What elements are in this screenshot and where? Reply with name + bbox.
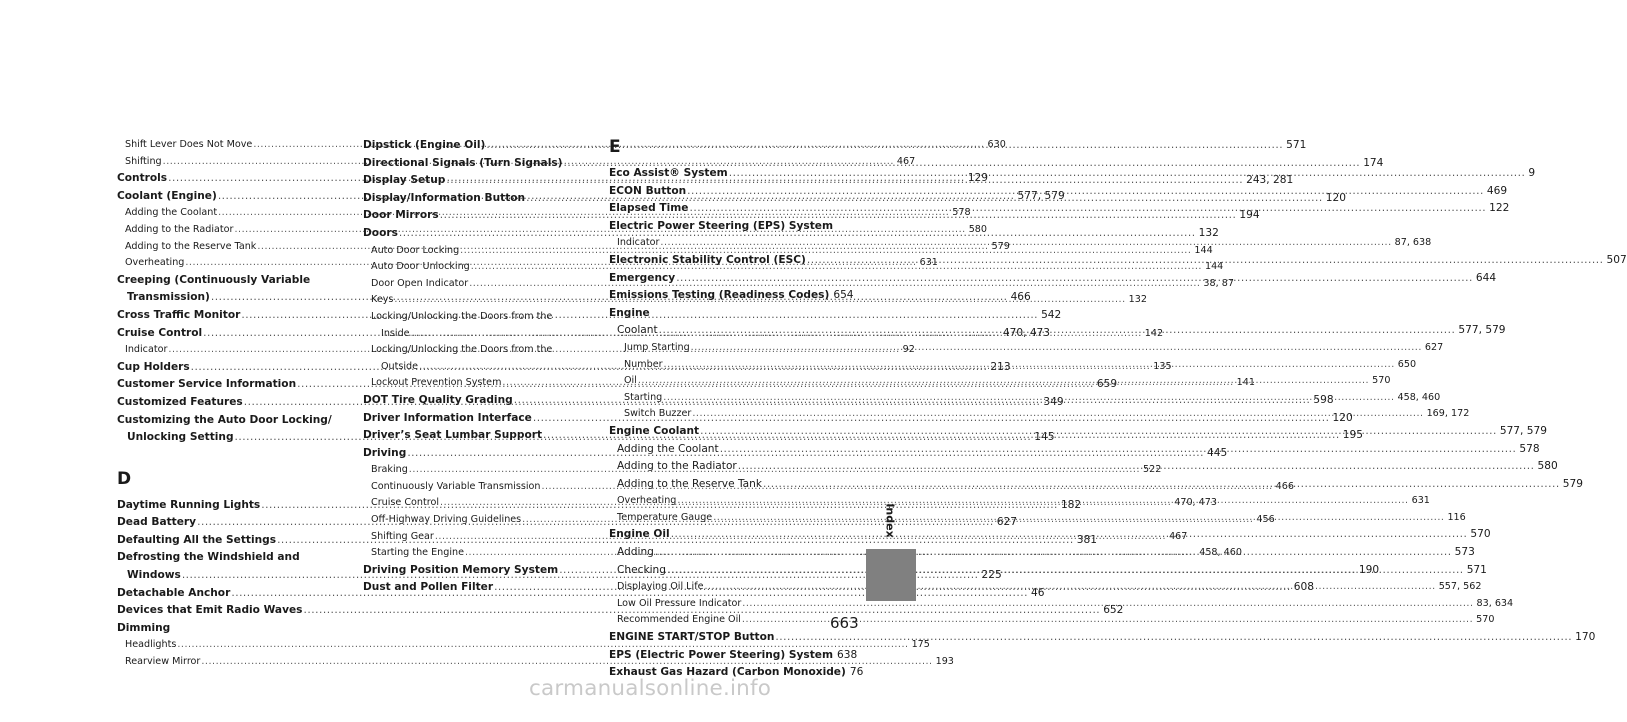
index-term: Low Oil Pressure Indicator: [617, 597, 742, 609]
page-reference[interactable]: 469: [1486, 184, 1508, 197]
index-entry: [609, 287, 854, 305]
index-term: Recommended Engine Oil: [617, 614, 741, 626]
index-entry: [609, 218, 841, 236]
dot-leader: [486, 137, 1283, 155]
page-reference[interactable]: 522: [1143, 464, 1162, 476]
index-entry-first-line: Locking/Unlocking the Doors from the: [371, 344, 553, 356]
index-term: Coolant (Engine): [117, 189, 217, 202]
page-reference[interactable]: 213: [990, 360, 1011, 373]
dot-leader: [704, 579, 1435, 596]
dot-leader: [655, 544, 1452, 562]
index-term: Driver Information Interface: [363, 411, 532, 424]
index-term: ENGINE START/STOP Button: [609, 631, 775, 644]
index-term: Starting: [624, 391, 663, 403]
page-reference[interactable]: 579: [991, 240, 1010, 252]
page-reference[interactable]: 467: [1169, 530, 1188, 542]
index-term: DOT Tire Quality Grading: [363, 393, 513, 406]
page-reference[interactable]: 116: [1447, 511, 1466, 523]
page-reference[interactable]: 638: [837, 648, 858, 661]
index-term: Auto Door Locking: [371, 244, 460, 256]
dot-leader: [742, 596, 1473, 613]
index-term: Jump Starting: [624, 341, 690, 353]
page-reference[interactable]: 577, 579: [1499, 424, 1548, 437]
index-term: Temperature Gauge: [617, 511, 713, 523]
index-term: Oil: [624, 375, 637, 387]
page-reference[interactable]: 83, 634: [1476, 597, 1514, 609]
page-reference[interactable]: 650: [1397, 358, 1417, 370]
page-number: 663: [830, 614, 859, 632]
index-term: Outside: [381, 360, 419, 372]
index-term: EPS (Electric Power Steering) System: [609, 648, 834, 661]
index-term: Driving Position Memory System: [363, 563, 559, 576]
index-tab[interactable]: [866, 549, 916, 601]
page-reference[interactable]: 654: [833, 289, 854, 302]
page-reference[interactable]: 466: [1010, 291, 1031, 304]
index-term: Windows: [127, 569, 181, 582]
page-reference[interactable]: 135: [1153, 360, 1172, 372]
page-reference[interactable]: 87, 638: [1394, 237, 1432, 249]
index-term: Off-Highway Driving Guidelines: [371, 514, 522, 526]
dot-leader: [638, 373, 1369, 390]
index-entry: [609, 647, 858, 665]
index-entry-first-line: Locking/Unlocking the Doors from the: [371, 310, 553, 322]
dot-leader: [807, 252, 1604, 270]
index-term: Shift Lever Does Not Move: [125, 139, 253, 150]
page-reference[interactable]: 9: [1528, 167, 1536, 179]
page-reference[interactable]: 579: [1562, 477, 1583, 490]
index-term: Dead Battery: [117, 516, 197, 529]
page-reference[interactable]: 470, 473: [1174, 497, 1217, 509]
dot-leader: [664, 357, 1395, 374]
index-term: Auto Door Unlocking: [371, 261, 470, 273]
index-term: Emergency: [609, 271, 676, 284]
dot-leader: [700, 423, 1497, 441]
page-reference[interactable]: 580: [968, 223, 988, 235]
index-term: ECON Button: [609, 184, 687, 197]
page-reference[interactable]: 195: [1342, 429, 1363, 442]
index-term: Headlights: [125, 639, 177, 651]
index-entry-first-line: Customizing the Auto Door Locking/: [117, 413, 332, 426]
index-term: Dust and Pollen Filter: [363, 581, 494, 594]
page-reference[interactable]: 170: [1575, 631, 1596, 644]
index-term: Adding the Coolant: [617, 442, 719, 455]
index-term: Shifting: [125, 155, 162, 167]
index-term: Door Mirrors: [363, 209, 439, 222]
index-term: Continuously Variable Transmission: [371, 480, 541, 492]
page-reference[interactable]: 120: [1332, 411, 1353, 424]
dot-leader: [676, 270, 1473, 288]
page-reference[interactable]: 570: [1372, 375, 1391, 387]
index-term: Adding to the Radiator: [617, 460, 737, 473]
page-reference[interactable]: 175: [911, 639, 930, 651]
page-reference[interactable]: 578: [952, 207, 971, 219]
page-reference[interactable]: 193: [935, 656, 954, 668]
page-reference[interactable]: 122: [1489, 202, 1510, 215]
index-term: Adding: [617, 546, 654, 559]
page-reference[interactable]: 507: [1606, 253, 1627, 266]
index-term: Driver’s Seat Lumbar Support: [363, 429, 543, 442]
page-reference[interactable]: 445: [1207, 446, 1228, 459]
index-term: Switch Buzzer: [624, 408, 692, 420]
index-term: Adding to the Reserve Tank: [125, 240, 257, 252]
page-reference[interactable]: 570: [1470, 528, 1491, 541]
index-entry-first-line: Creeping (Continuously Variable: [117, 273, 311, 286]
index-term: Inside: [381, 327, 410, 339]
page-reference[interactable]: 142: [1144, 327, 1164, 339]
index-term: Controls: [117, 172, 168, 185]
page-reference[interactable]: 659: [1096, 378, 1118, 391]
dot-leader: [775, 629, 1572, 647]
index-term: Coolant: [617, 324, 658, 337]
page-reference[interactable]: 608: [1293, 581, 1314, 594]
dot-leader: [659, 322, 1456, 340]
page-reference[interactable]: 458, 460: [1199, 547, 1242, 559]
index-term: Overheating: [125, 257, 185, 269]
index-term: Transmission): [127, 291, 210, 304]
page-reference[interactable]: 466: [1275, 480, 1294, 492]
page-reference[interactable]: 644: [1475, 271, 1497, 284]
index-term: Display/Information Button: [363, 191, 526, 204]
index-term: Adding the Coolant: [125, 207, 218, 219]
index-term: Customized Features: [117, 395, 243, 408]
page-reference[interactable]: 577, 579: [1017, 189, 1065, 202]
page-reference[interactable]: 349: [1043, 395, 1064, 408]
index-term: Engine Coolant: [609, 424, 700, 437]
dot-leader: [713, 510, 1444, 527]
index-term: Cup Holders: [117, 360, 190, 373]
index-term: Rearview Mirror: [125, 656, 201, 668]
page-reference[interactable]: 381: [1076, 533, 1097, 546]
page-reference[interactable]: 120: [1325, 191, 1347, 204]
page-reference[interactable]: 458, 460: [1397, 391, 1441, 403]
index-entry: [609, 305, 841, 323]
page-reference[interactable]: 132: [1128, 294, 1147, 306]
page-reference[interactable]: 652: [1103, 604, 1124, 617]
index-term: Elapsed Time: [609, 202, 689, 215]
page-reference[interactable]: 92: [902, 344, 915, 356]
index-term: Indicator: [617, 237, 660, 249]
index-term: Keys: [371, 294, 394, 306]
page-reference[interactable]: 46: [1031, 586, 1045, 599]
dot-leader: [687, 183, 1484, 201]
page-reference[interactable]: 557, 562: [1438, 581, 1482, 593]
index-term: Electronic Stability Control (ESC): [609, 253, 806, 266]
index-term: Emissions Testing (Readiness Codes): [609, 289, 830, 302]
index-term: Braking: [371, 464, 408, 476]
index-term: Cruise Control: [371, 497, 440, 509]
watermark: carmanualsonline.info: [529, 676, 772, 701]
page-reference[interactable]: 174: [1363, 156, 1384, 169]
index-term: Cross Traffic Monitor: [117, 308, 241, 321]
index-term: Lockout Prevention System: [371, 377, 502, 389]
page-reference[interactable]: 573: [1454, 546, 1475, 559]
page-reference[interactable]: 577, 579: [1458, 324, 1506, 337]
dot-leader: [692, 406, 1423, 423]
index-entry-line: [609, 647, 858, 665]
index-side-label: [880, 500, 900, 540]
index-entry-first-line: Defrosting the Windshield and: [117, 551, 300, 564]
dot-leader: [720, 441, 1517, 459]
page-reference[interactable]: 627: [996, 516, 1018, 529]
index-term: Cruise Control: [117, 326, 203, 339]
dot-leader: [671, 526, 1468, 544]
page-reference[interactable]: 38, 87: [1203, 277, 1234, 289]
dot-leader: [677, 493, 1408, 510]
index-term: Doors: [363, 226, 398, 239]
page-reference[interactable]: 631: [919, 257, 938, 269]
index-term: Engine Oil: [609, 528, 670, 541]
page-reference[interactable]: 467: [896, 155, 916, 167]
page-reference[interactable]: 190: [1358, 563, 1380, 576]
index-term: Devices that Emit Radio Waves: [117, 604, 303, 617]
index-term: Display Setup: [363, 174, 446, 187]
index-term: Number: [624, 358, 663, 370]
index-entry-heading: Engine: [609, 306, 650, 319]
index-entry-heading: Dimming: [117, 621, 171, 634]
index-term: Eco Assist® System: [609, 167, 728, 179]
index-term: Detachable Anchor: [117, 586, 231, 599]
index-term: Driving: [363, 446, 407, 459]
index-term: Dipstick (Engine Oil): [363, 139, 486, 151]
page-reference[interactable]: 243, 281: [1246, 174, 1294, 187]
index-term: Defaulting All the Settings: [117, 533, 277, 546]
page-reference[interactable]: 542: [1041, 308, 1062, 321]
dot-leader: [663, 390, 1394, 407]
dot-leader: [667, 562, 1464, 580]
page-reference[interactable]: 144: [1194, 244, 1213, 256]
page-reference[interactable]: 470, 473: [1002, 326, 1051, 339]
section-letter-e: E: [609, 137, 621, 157]
page-reference[interactable]: 225: [981, 569, 1002, 582]
index-term: Indicator: [125, 344, 168, 356]
dot-leader: [738, 458, 1535, 476]
page-reference[interactable]: 598: [1313, 393, 1334, 406]
page-reference[interactable]: 627: [1424, 341, 1444, 353]
page-reference[interactable]: 571: [1286, 139, 1307, 151]
page-reference[interactable]: 76: [849, 666, 864, 679]
index-term: Shifting Gear: [371, 530, 434, 542]
index-term: Adding to the Reserve Tank: [617, 477, 763, 490]
page-reference[interactable]: 571: [1466, 563, 1487, 576]
page-reference[interactable]: 630: [987, 139, 1006, 150]
index-term: Checking: [617, 563, 666, 576]
index-tab-label: Index: [883, 502, 897, 538]
index-term: Door Open Indicator: [371, 277, 469, 289]
section-letter-d: D: [117, 468, 132, 489]
page-reference[interactable]: 194: [1239, 209, 1260, 222]
index-term: Adding to the Radiator: [125, 223, 234, 235]
page-reference[interactable]: 169, 172: [1426, 408, 1470, 420]
index-term: Daytime Running Lights: [117, 498, 261, 511]
page-reference[interactable]: 580: [1537, 460, 1558, 473]
index-entry-line: [609, 287, 854, 305]
page-reference[interactable]: 141: [1236, 377, 1255, 389]
index-term: Customer Service Information: [117, 378, 297, 391]
index-term: Directional Signals (Turn Signals): [363, 156, 563, 169]
index-term: Displaying Oil Life: [617, 581, 704, 593]
page-reference[interactable]: 132: [1198, 226, 1219, 239]
dot-leader: [763, 476, 1560, 494]
page-reference[interactable]: 456: [1256, 514, 1275, 526]
index-entry: [117, 620, 349, 638]
index-term: Overheating: [617, 495, 677, 507]
dot-leader: [689, 200, 1486, 218]
page-reference[interactable]: 145: [1034, 431, 1055, 444]
dot-leader: [660, 235, 1391, 252]
page-reference[interactable]: 578: [1519, 442, 1540, 455]
dot-leader: [691, 340, 1422, 357]
index-entry-heading: Electric Power Steering (EPS) System: [609, 219, 834, 232]
page-reference[interactable]: 144: [1204, 261, 1224, 273]
index-term: Starting the Engine: [371, 547, 464, 559]
page-reference[interactable]: 129: [967, 172, 989, 185]
page-reference[interactable]: 631: [1411, 495, 1430, 507]
index-term: Unlocking Setting: [127, 431, 234, 444]
section-spacer: [117, 447, 349, 469]
index-term: Exhaust Gas Hazard (Carbon Monoxide): [609, 666, 846, 679]
page-reference[interactable]: 182: [1060, 498, 1082, 511]
page-reference[interactable]: 570: [1476, 614, 1495, 626]
dot-leader: [729, 165, 1526, 183]
